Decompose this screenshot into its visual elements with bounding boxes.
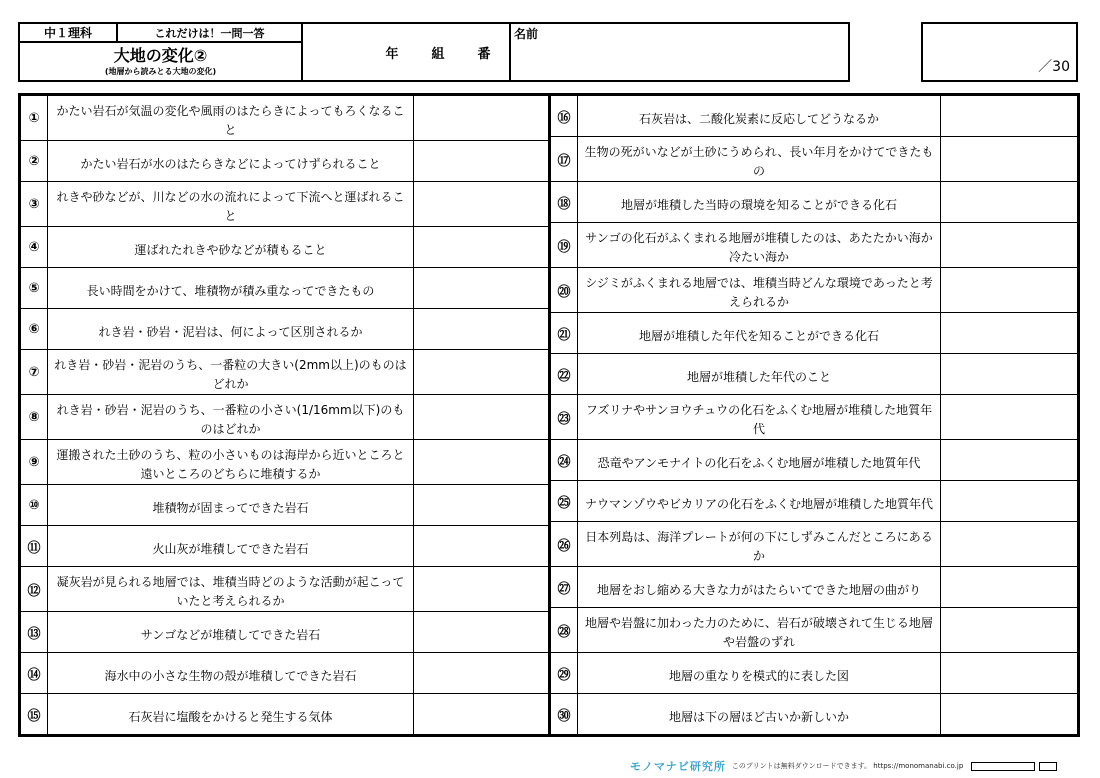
question-row [21,395,548,440]
question-number: ㉗ [551,567,578,607]
question-number: ② [21,141,48,181]
question-number: ⑮ [21,694,48,734]
question-text: 日本列島は、海洋プレートが何の下にしずみこんだところにあるか [578,522,941,566]
question-text: 地層をおし縮める大きな力がはたらいてできた地層の曲がり [578,567,941,607]
question-number: ⑪ [21,526,48,566]
question-table [18,93,1080,737]
name-label: 名前 [514,27,539,41]
question-row [21,612,548,653]
answer-field[interactable] [941,608,1077,652]
question-text: 火山灰が堆積してできた岩石 [48,526,414,566]
question-row [551,137,1077,182]
question-row [551,96,1077,137]
question-row [551,440,1077,481]
question-row [21,141,548,182]
answer-field[interactable] [414,612,548,652]
question-number: ⑧ [21,395,48,439]
answer-field[interactable] [941,481,1077,521]
question-number: ㉔ [551,440,578,480]
footer-box-small [1039,762,1057,771]
question-text: 長い時間をかけて、堆積物が積み重なってできたもの [48,268,414,308]
question-number: ㉓ [551,395,578,439]
worksheet-subtitle: (地層から読みとる大地の変化) [104,66,217,76]
question-text: 地層の重なりを模式的に表した図 [578,653,941,693]
question-column-right [551,96,1077,734]
score-total: ／30 [1038,59,1070,75]
question-text: ナウマンゾウやビカリアの化石をふくむ地層が堆積した地質年代 [578,481,941,521]
question-number: ⑭ [21,653,48,693]
question-number: ⑨ [21,440,48,484]
question-row [551,694,1077,734]
question-text: かたい岩石が水のはたらきなどによってけずられること [48,141,414,181]
question-text: 地層は下の層ほど古いか新しいか [578,694,941,734]
question-row [551,182,1077,223]
worksheet-title: 大地の変化② [113,45,208,65]
question-text: 運ばれたれきや砂などが積もること [48,227,414,267]
question-text: サンゴの化石がふくまれる地層が堆積したのは、あたたかい海か冷たい海か [578,223,941,267]
answer-field[interactable] [414,309,548,349]
title-block [20,24,303,80]
class-info-field[interactable] [303,24,511,80]
answer-field[interactable] [941,313,1077,353]
question-row [551,522,1077,567]
question-row [21,227,548,268]
answer-field[interactable] [941,96,1077,136]
answer-field[interactable] [941,694,1077,734]
group-label: 組 [431,46,445,62]
question-row [551,223,1077,268]
answer-field[interactable] [414,182,548,226]
question-text: 海水中の小さな生物の殻が堆積してできた岩石 [48,653,414,693]
question-text: 堆積物が固まってできた岩石 [48,485,414,525]
question-number: ⑱ [551,182,578,222]
question-row [551,653,1077,694]
answer-field[interactable] [941,182,1077,222]
question-number: ㉕ [551,481,578,521]
brand-logo: モノマナビ研究所 [630,760,726,773]
name-field[interactable] [511,24,848,80]
question-text: 地層が堆積した年代を知ることができる化石 [578,313,941,353]
answer-field[interactable] [414,653,548,693]
question-row [21,309,548,350]
answer-field[interactable] [414,440,548,484]
question-text: 地層が堆積した当時の環境を知ることができる化石 [578,182,941,222]
question-number: ⑬ [21,612,48,652]
question-number: ㉚ [551,694,578,734]
question-number: ⑫ [21,567,48,611]
question-row [21,485,548,526]
answer-field[interactable] [414,350,548,394]
answer-field[interactable] [414,268,548,308]
question-row [21,567,548,612]
answer-field[interactable] [941,567,1077,607]
grade-label: 中１理科 [20,24,118,41]
question-row [21,182,548,227]
question-text: れき岩・砂岩・泥岩は、何によって区別されるか [48,309,414,349]
number-label: 番 [477,46,491,62]
question-text: 地層が堆積した年代のこと [578,354,941,394]
footer-box [971,762,1035,771]
answer-field[interactable] [414,567,548,611]
answer-field[interactable] [414,96,548,140]
question-row [21,653,548,694]
answer-field[interactable] [941,653,1077,693]
question-number: ㉒ [551,354,578,394]
footer [630,758,1080,774]
question-number: ⑦ [21,350,48,394]
answer-field[interactable] [414,141,548,181]
footer-note: このプリントは無料ダウンロードできます。 https://monomanabi.co.jp [731,762,964,770]
answer-field[interactable] [414,526,548,566]
question-number: ① [21,96,48,140]
question-text: かたい岩石が気温の変化や風雨のはたらきによってもろくなること [48,96,414,140]
question-text: 生物の死がいなどが土砂にうめられ、長い年月をかけてできたもの [578,137,941,181]
question-row [21,526,548,567]
answer-field[interactable] [941,440,1077,480]
question-text: 地層や岩盤に加わった力のために、岩石が破壊されて生じる地層や岩盤のずれ [578,608,941,652]
title-block-top [20,24,301,43]
question-row [551,567,1077,608]
question-text: 凝灰岩が見られる地層では、堆積当時どのような活動が起こっていたと考えられるか [48,567,414,611]
question-number: ㉑ [551,313,578,353]
question-text: れき岩・砂岩・泥岩のうち、一番粒の小さい(1/16mm以下)のものはどれか [48,395,414,439]
answer-field[interactable] [414,485,548,525]
series-label: これだけは！一問一答 [154,26,265,40]
question-row [551,313,1077,354]
answer-field[interactable] [941,395,1077,439]
question-row [21,96,548,141]
question-row [551,481,1077,522]
question-number: ㉙ [551,653,578,693]
answer-field[interactable] [941,223,1077,267]
question-text: 石灰岩は、二酸化炭素に反応してどうなるか [578,96,941,136]
question-number: ⑯ [551,96,578,136]
question-number: ⑰ [551,137,578,181]
question-row [551,354,1077,395]
question-number: ③ [21,182,48,226]
question-number: ⑩ [21,485,48,525]
question-text: れき岩・砂岩・泥岩のうち、一番粒の大きい(2mm以上)のものはどれか [48,350,414,394]
answer-field[interactable] [941,522,1077,566]
answer-field[interactable] [414,395,548,439]
question-row [21,694,548,734]
question-text: サンゴなどが堆積してできた岩石 [48,612,414,652]
question-row [551,268,1077,313]
question-row [21,350,548,395]
year-label: 年 [385,46,399,62]
score-box[interactable] [921,22,1078,82]
question-row [551,608,1077,653]
question-number: ⑳ [551,268,578,312]
question-number: ④ [21,227,48,267]
question-row [21,268,548,309]
question-number: ⑥ [21,309,48,349]
question-text: 恐竜やアンモナイトの化石をふくむ地層が堆積した地質年代 [578,440,941,480]
question-column-left [21,96,551,734]
question-text: フズリナやサンヨウチュウの化石をふくむ地層が堆積した地質年代 [578,395,941,439]
question-text: 石灰岩に塩酸をかけると発生する気体 [48,694,414,734]
answer-field[interactable] [941,354,1077,394]
question-text: れきや砂などが、川などの水の流れによって下流へと運ばれること [48,182,414,226]
answer-field[interactable] [941,137,1077,181]
question-text: シジミがふくまれる地層では、堆積当時どんな環境であったと考えられるか [578,268,941,312]
question-row [551,395,1077,440]
question-text: 運搬された土砂のうち、粒の小さいものは海岸から近いところと遠いところのどちらに堆積するか [48,440,414,484]
question-number: ⑲ [551,223,578,267]
answer-field[interactable] [414,227,548,267]
worksheet-header [18,22,850,82]
question-number: ㉖ [551,522,578,566]
answer-field[interactable] [414,694,548,734]
question-number: ㉘ [551,608,578,652]
answer-field[interactable] [941,268,1077,312]
title-box [20,43,301,80]
question-number: ⑤ [21,268,48,308]
question-row [21,440,548,485]
